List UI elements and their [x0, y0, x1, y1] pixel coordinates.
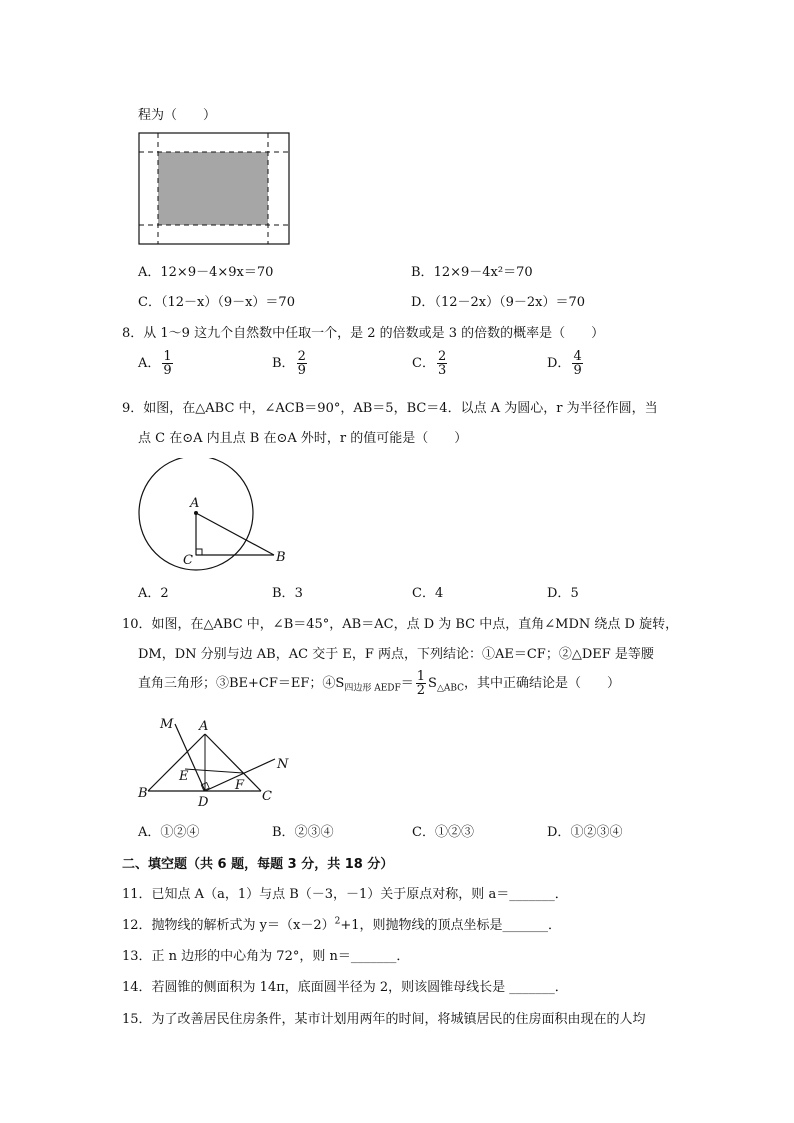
q8-stem: 8．从 1～9 这九个自然数中任取一个，是 2 的倍数或是 3 的倍数的概率是（ ） [122, 326, 605, 341]
q10-option-d: D．①②③④ [547, 825, 623, 840]
q10-label-d: D [198, 795, 209, 810]
q12-text: 12．抛物线的解析式为 $y=(x-2)^2+1$，则抛物线的顶点坐标是_______． [122, 916, 562, 933]
q8-option-b: B． $\frac{2}{9}$ [272, 349, 306, 378]
q9-label-b: B [276, 550, 286, 565]
q7-option-a: A．12×9－4×9x＝70 [138, 265, 274, 280]
q8-option-c: C． $\frac{2}{3}$ [412, 349, 447, 378]
q10-label-f: F [235, 778, 245, 793]
q7-option-c: C．（12－x）（9－x）＝70 [138, 295, 295, 310]
q9-label-a: A [190, 496, 200, 511]
q10-stem-line2: DM，DN 分别与边 AB，AC 交于 E，F 两点，下列结论：①AE＝CF；②△DEF 是等腰 [138, 647, 654, 662]
q10-fraction: $\frac{1}{2}$ [416, 669, 426, 698]
q7-figure [136, 130, 292, 248]
q10-figure [132, 712, 297, 810]
q8-fraction-a: $\frac{1}{9}$ [163, 349, 172, 378]
section-2-heading: 二、填空题（共 6 题，每题 3 分，共 18 分） [122, 857, 394, 872]
q9-option-b: B．3 [272, 586, 303, 601]
q7-stem-tail: 程为（ ） [138, 108, 217, 123]
q8-option-d: D． $\frac{4}{9}$ [547, 349, 582, 378]
q10-option-a: A．①②④ [138, 825, 200, 840]
q10-label-c: C [262, 789, 272, 804]
q11-text: 11．已知点 A（a，1）与点 B（－3，－1）关于原点对称，则 a＝_______． [122, 887, 568, 902]
q15-text: 15．为了改善居民住房条件，某市计划用两年的时间，将城镇居民的住房面积由现在的人均 [122, 1012, 646, 1027]
q10-label-b: B [138, 786, 148, 801]
q10-label-n: N [277, 757, 289, 772]
q10-label-m: M [160, 717, 174, 732]
q9-figure [132, 458, 297, 576]
q9-stem-line2: 点 C 在⊙A 内且点 B 在⊙A 外时，r 的值可能是（ ） [138, 431, 468, 446]
q10-label-e: E [179, 769, 189, 784]
q9-option-a: A．2 [138, 586, 169, 601]
q9-label-c: C [183, 553, 193, 568]
q7-option-d: D．（12－2x）（9－2x）＝70 [411, 295, 585, 310]
q8-fraction-c: $\frac{2}{3}$ [437, 349, 447, 378]
q10-option-c: C．①②③ [412, 825, 474, 840]
q9-stem-line1: 9．如图，在△ABC 中，∠ACB＝90°，AB＝5，BC＝4．以点 A 为圆心，r 为半径作圆，当 [122, 401, 658, 416]
q10-stem-line3: 直角三角形；③BE+CF＝EF；$④S_{四边形 AEDF}=$ $\frac{1}{2}$ $S_{\triangle ABC}$，其中正确结论是（ ） [138, 669, 621, 698]
q8-option-a: A． $\frac{1}{9}$ [138, 349, 172, 378]
q14-text: 14．若圆锥的侧面积为 14π，底面圆半径为 2，则该圆锥母线长是 _______． [122, 980, 568, 995]
q10-option-b: B．②③④ [272, 825, 334, 840]
q10-stem-line1: 10．如图，在△ABC 中，∠B＝45°，AB＝AC，点 D 为 BC 中点，直角∠MDN 绕点 D 旋转， [122, 617, 679, 632]
q7-option-b: B．12×9－4x²＝70 [411, 265, 533, 280]
q10-label-a: A [199, 719, 209, 734]
q9-option-d: D．5 [547, 586, 579, 601]
q13-text: 13．正 n 边形的中心角为 72°，则 n＝_______． [122, 949, 410, 964]
q9-option-c: C．4 [412, 586, 444, 601]
q8-fraction-d: $\frac{4}{9}$ [573, 349, 582, 378]
q8-fraction-b: $\frac{2}{9}$ [297, 349, 306, 378]
